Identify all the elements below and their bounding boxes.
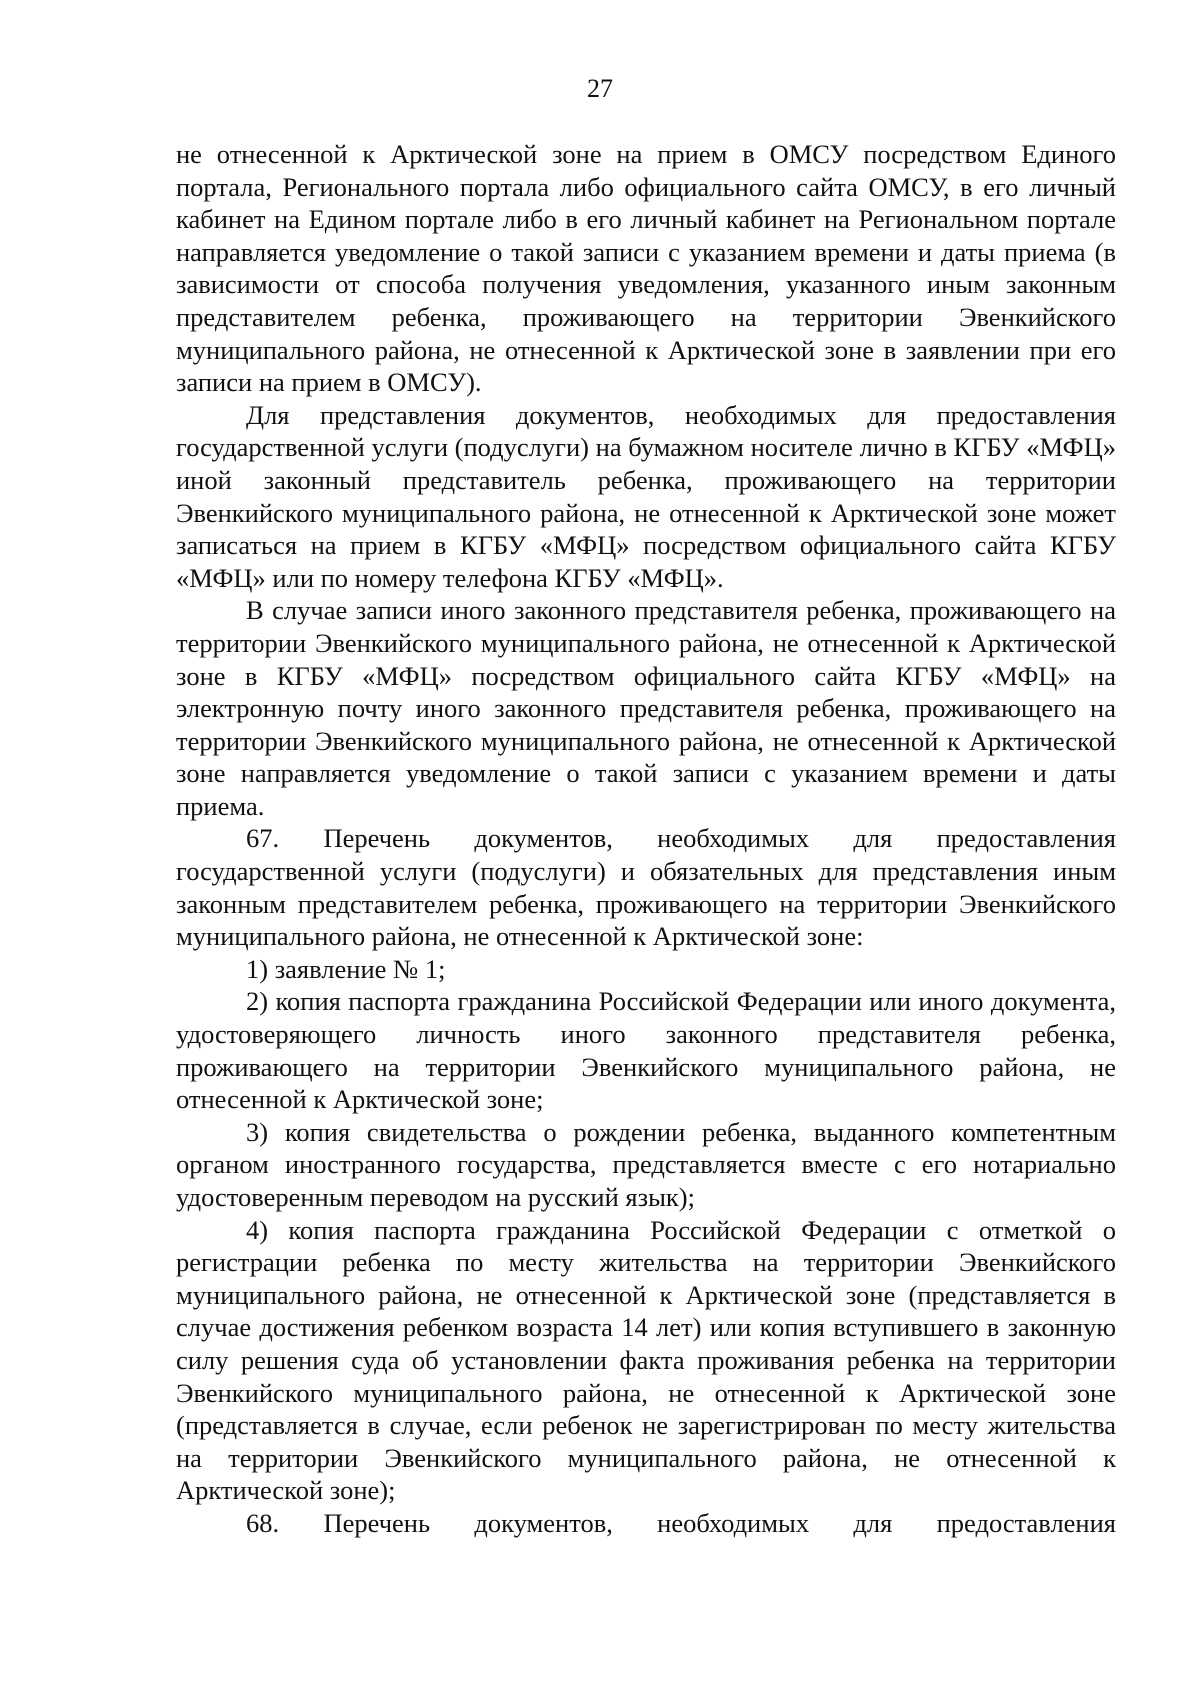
paragraph: не отнесенной к Арктической зоне на прием в ОМСУ посредством Единого портала, Регионального портала либо официального сайта ОМСУ, в его личный кабинет на Едином портале либо в его личный кабинет на Региональном портале направляется уведомление о такой записи с указанием времени и даты приема (в зависимости от способа получения уведомления, указанного иным законным представителем ребенка, проживающего на территории Эвенкийского муниципального района, не отнесенной к Арктической зоне в заявлении при его записи на прием в ОМСУ). [176, 139, 1116, 398]
paragraph: В случае записи иного законного представителя ребенка, проживающего на территории Эвенкийского муниципального района, не отнесенной к Арктической зоне в КГБУ «МФЦ» посредством официального сайта КГБУ «МФЦ» на электронную почту иного законного представителя ребенка, проживающего на территории Эвенкийского муниципального района, не отнесенной к Арктической зоне направляется уведомление о такой записи с указанием времени и даты приема. [176, 595, 1116, 821]
list-item: 2) копия паспорта гражданина Российской Федерации или иного документа, удостоверяющего личность иного законного представителя ребенка, проживающего на территории Эвенкийского муниципального района, не отнесенной к Арктической зоне; [176, 986, 1116, 1115]
body-text [176, 138, 1116, 1540]
list-item: 3) копия свидетельства о рождении ребенка, выданного компетентным органом иностранного государства, представляется вместе с его нотариально удостоверенным переводом на русский язык); [176, 1116, 1116, 1212]
list-item: 1) заявление № 1; [246, 953, 446, 984]
paragraph-item-67: 67. Перечень документов, необходимых для предоставления государственной услуги (подуслуги) и обязательных для представления иным законным представителем ребенка, проживающего на территории Эвенкийского муниципального района, не отнесенной к Арктической зоне: [176, 823, 1116, 952]
paragraph-item-68: 68. Перечень документов, необходимых для предоставления [246, 1507, 1116, 1538]
paragraph: Для представления документов, необходимых для предоставления государственной услуги (подуслуги) на бумажном носителе лично в КГБУ «МФЦ» иной законный представитель ребенка, проживающего на территории Эвенкийского муниципального района, не отнесенной к Арктической зоне может записаться на прием в КГБУ «МФЦ» посредством официального сайта КГБУ «МФЦ» или по номеру телефона КГБУ «МФЦ». [176, 399, 1116, 593]
page-number: 27 [587, 74, 613, 103]
list-item: 4) копия паспорта гражданина Российской Федерации с отметкой о регистрации ребенка по месту жительства на территории Эвенкийского муниципального района, не отнесенной к Арктической зоне (представляется в случае достижения ребенком возраста 14 лет) или копия вступившего в законную силу решения суда об установлении факта проживания ребенка на территории Эвенкийского муниципального района, не отнесенной к Арктической зоне (представляется в случае, если ребенок не зарегистрирован по месту жительства на территории Эвенкийского муниципального района, не отнесенной к Арктической зоне); [176, 1214, 1116, 1506]
